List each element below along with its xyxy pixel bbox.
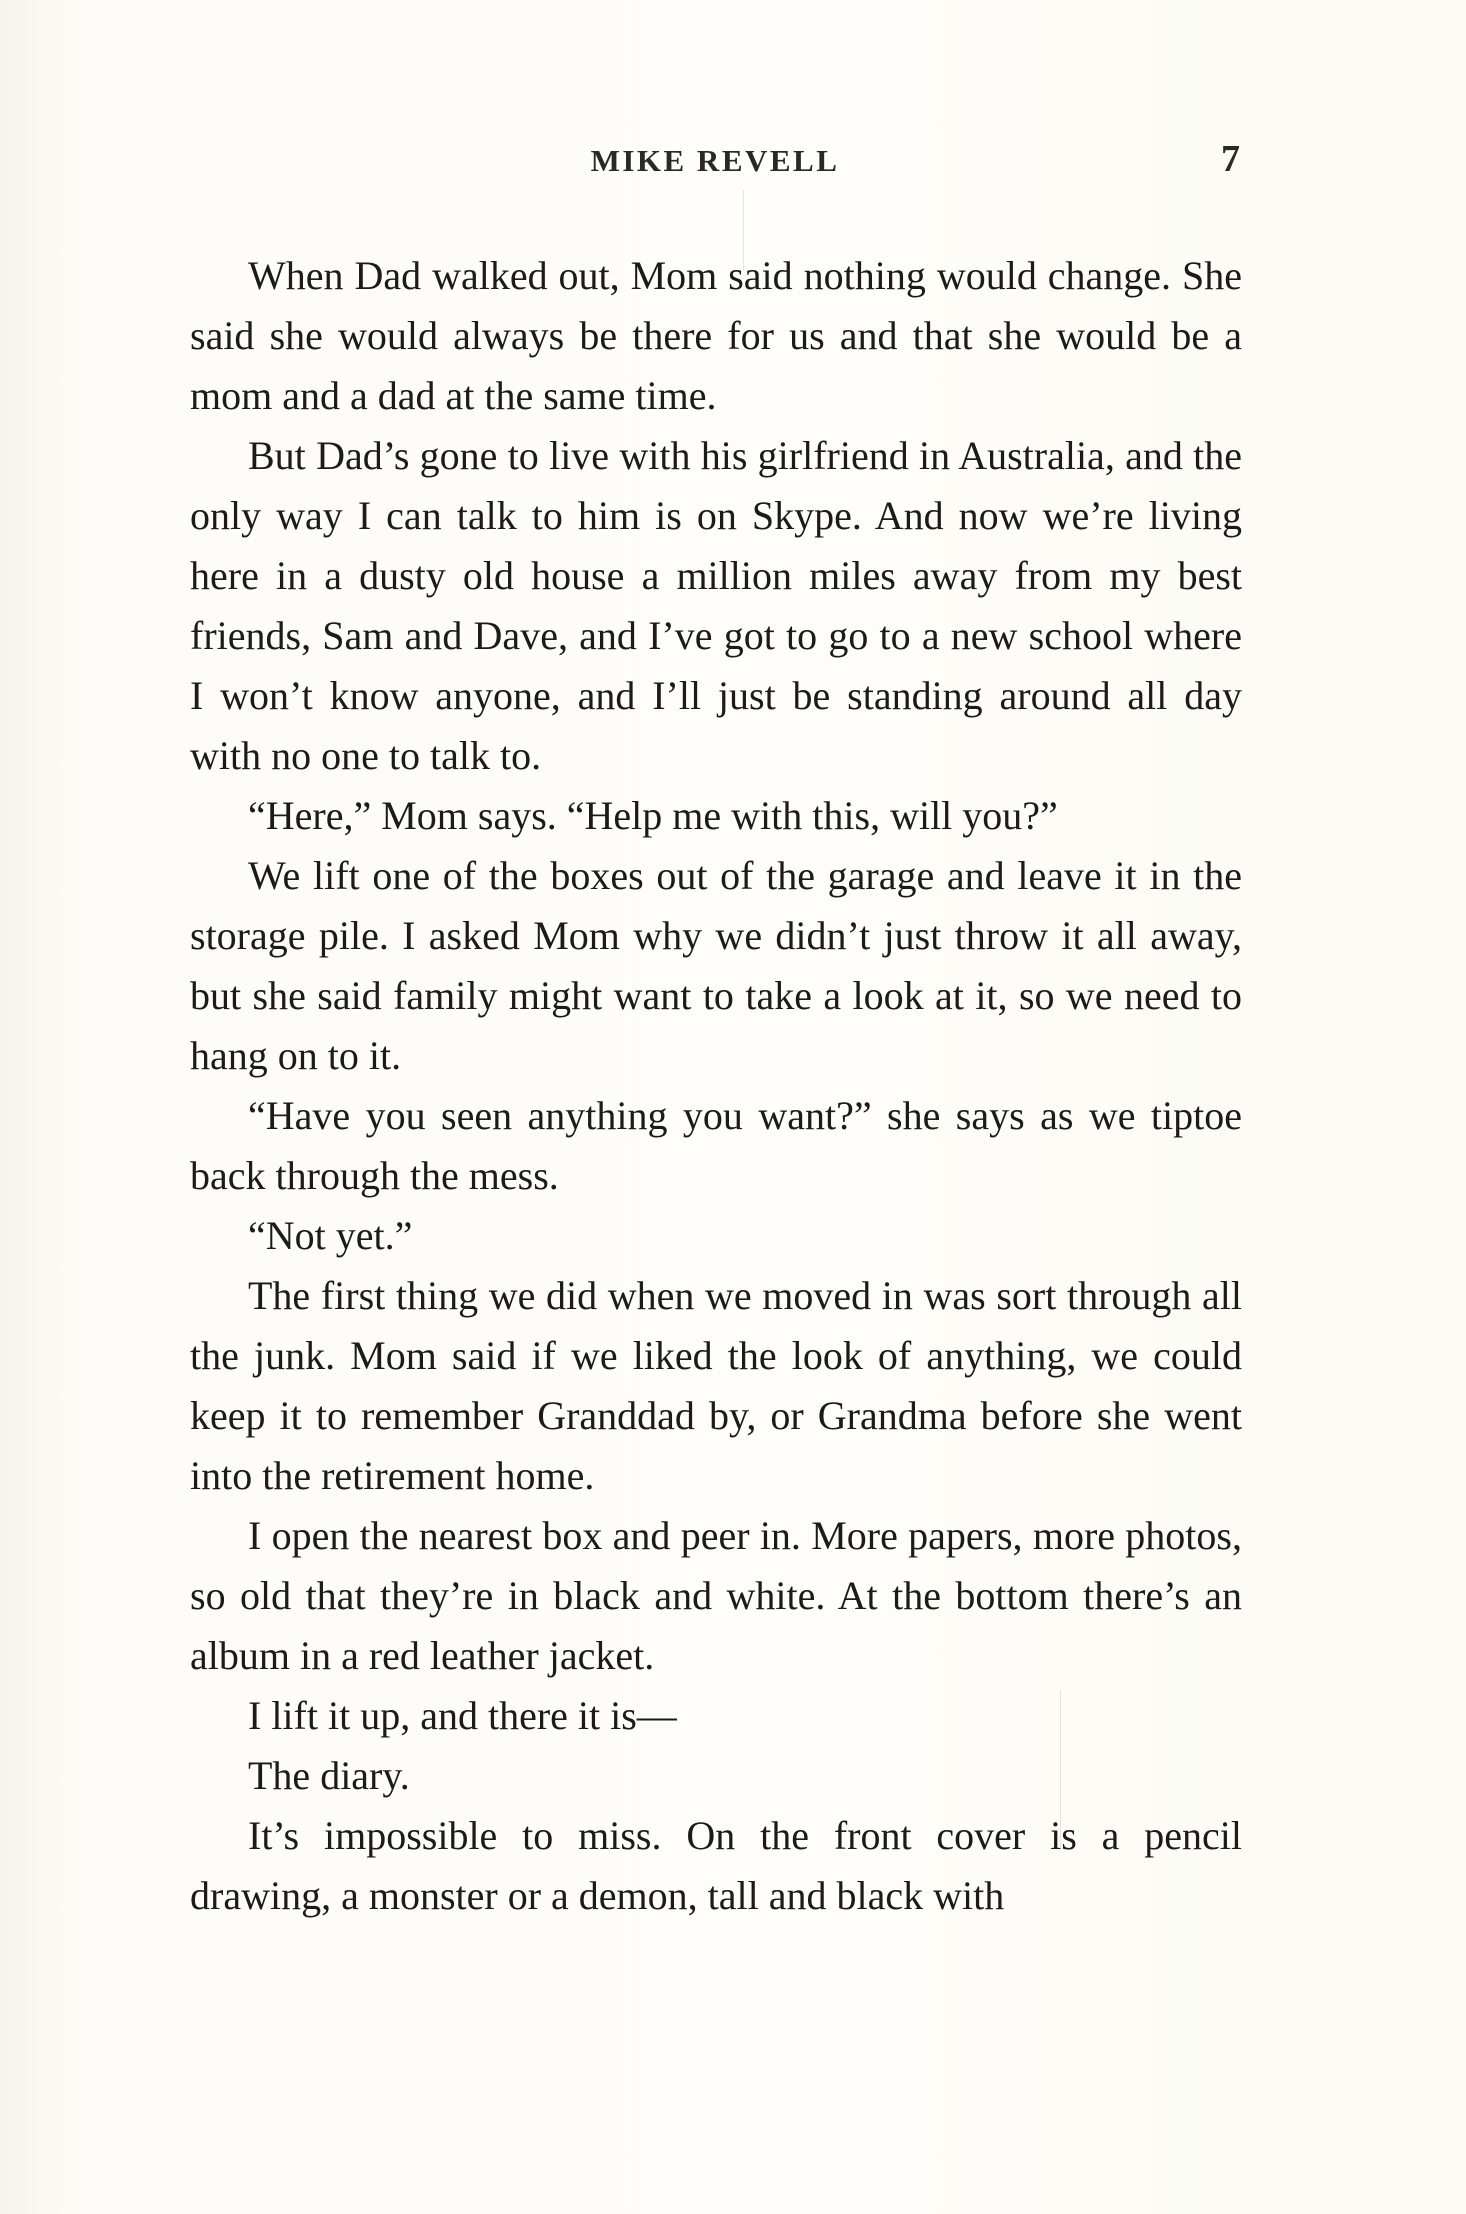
running-head [190, 138, 1240, 193]
paragraph: We lift one of the boxes out of the garage and leave it in the storage pile. I asked Mom why we didn’t just throw it all away, but she said family might want to take a look at it, so we need to hang on to it. [190, 853, 1242, 1078]
body-text [190, 246, 1242, 1926]
paragraph: “Not yet.” [248, 1213, 413, 1258]
paragraph: I open the nearest box and peer in. More papers, more photos, so old that they’re in black and white. At the bottom there’s an album in a red leather jacket. [190, 1513, 1242, 1678]
paragraph: I lift it up, and there it is— [248, 1693, 677, 1738]
page-number: 7 [1221, 138, 1240, 180]
paragraph: “Have you seen anything you want?” she says as we tiptoe back through the mess. [190, 1093, 1242, 1198]
paragraph: It’s impossible to miss. On the front cover is a pencil drawing, a monster or a demon, tall and black with [190, 1813, 1242, 1918]
running-head-author: MIKE REVELL [590, 143, 840, 178]
paragraph: The first thing we did when we moved in was sort through all the junk. Mom said if we liked the look of anything, we could keep it to remember Granddad by, or Grandma before she went into the retirement home. [190, 1273, 1242, 1498]
paragraph: “Here,” Mom says. “Help me with this, will you?” [248, 793, 1058, 838]
paragraph: The diary. [248, 1753, 410, 1798]
paragraph: But Dad’s gone to live with his girlfriend in Australia, and the only way I can talk to him is on Skype. And now we’re living here in a dusty old house a million miles away from my best friends, Sam and Dave, and I’ve got to go to a new school where I won’t know anyone, and I’ll just be standing around all day with no one to talk to. [190, 433, 1242, 778]
paragraph: When Dad walked out, Mom said nothing would change. She said she would always be there for us and that she would be a mom and a dad at the same time. [190, 253, 1242, 418]
